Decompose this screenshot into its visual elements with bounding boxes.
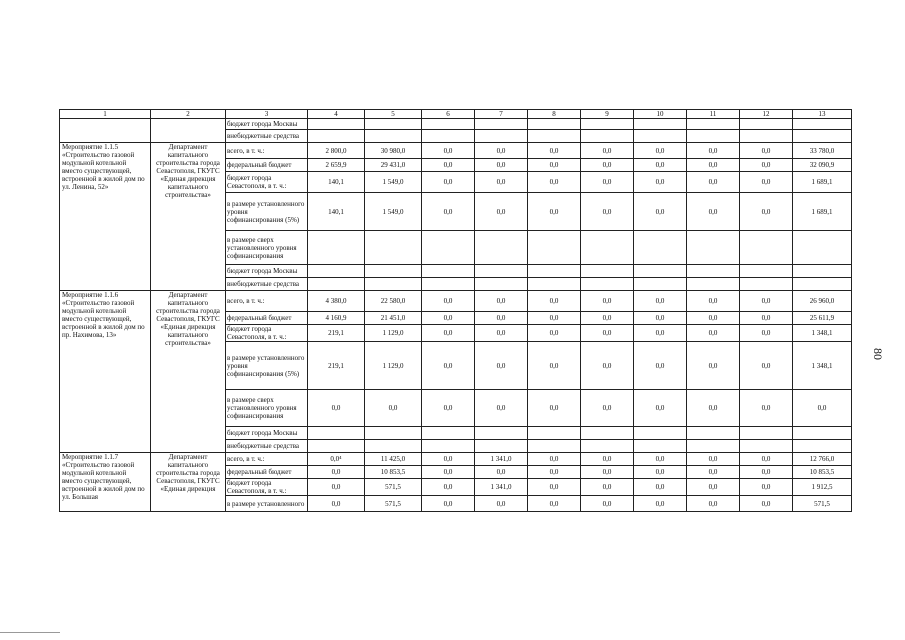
- value-cell: 0,0: [308, 479, 365, 496]
- value-cell: [422, 278, 475, 291]
- measure-name-cell: Мероприятие 1.1.6 «Строительство газовой модульной котельной вместо существующей, встроенной в жилой дом по пр. Нахимова, 13»: [60, 291, 151, 453]
- value-cell: 0,0: [687, 291, 740, 312]
- value-cell: 0,0: [687, 193, 740, 231]
- table-row: [60, 453, 852, 466]
- header-cell: 1: [60, 110, 151, 119]
- funding-source-cell: внебюджетные средства: [226, 278, 308, 291]
- value-cell: [528, 265, 581, 278]
- value-cell: 0,0: [687, 466, 740, 479]
- funding-source-cell: всего, в т. ч.:: [226, 291, 308, 312]
- measure-name-cell: Мероприятие 1.1.7 «Строительство газовой модульной котельной вместо существующей, встроенной в жилой дом по ул. Большая: [60, 453, 151, 512]
- value-cell: 0,0: [634, 479, 687, 496]
- value-cell: [475, 427, 528, 440]
- value-cell: 0,0: [528, 172, 581, 193]
- value-cell: 0,0: [687, 496, 740, 512]
- value-cell: 1 129,0: [365, 342, 422, 390]
- value-cell: [365, 265, 422, 278]
- value-cell: [475, 440, 528, 453]
- value-cell: 0,0: [634, 143, 687, 159]
- value-cell: 0,0: [740, 466, 793, 479]
- value-cell: 0,0: [634, 466, 687, 479]
- value-cell: [581, 427, 634, 440]
- value-cell: [634, 119, 687, 130]
- funding-source-cell: федеральный бюджет: [226, 159, 308, 172]
- value-cell: 1 689,1: [793, 193, 852, 231]
- value-cell: 32 090,9: [793, 159, 852, 172]
- value-cell: [687, 265, 740, 278]
- value-cell: 0,0: [581, 453, 634, 466]
- value-cell: 0,0: [422, 312, 475, 325]
- value-cell: 0,0: [475, 342, 528, 390]
- value-cell: 0,0: [634, 172, 687, 193]
- value-cell: [528, 278, 581, 291]
- value-cell: 0,0: [581, 479, 634, 496]
- value-cell: 0,0: [475, 325, 528, 342]
- funding-source-cell: в размере установленного: [226, 496, 308, 512]
- value-cell: 0,0: [528, 479, 581, 496]
- value-cell: 219,1: [308, 325, 365, 342]
- value-cell: 0,0⁴: [308, 453, 365, 466]
- header-cell: 7: [475, 110, 528, 119]
- value-cell: 0,0: [528, 342, 581, 390]
- value-cell: 0,0: [308, 390, 365, 427]
- value-cell: [740, 119, 793, 130]
- value-cell: 0,0: [740, 312, 793, 325]
- value-cell: 140,1: [308, 193, 365, 231]
- value-cell: [793, 278, 852, 291]
- value-cell: [422, 440, 475, 453]
- value-cell: 0,0: [687, 479, 740, 496]
- value-cell: 0,0: [422, 453, 475, 466]
- table-row: [60, 291, 852, 312]
- value-cell: 0,0: [581, 291, 634, 312]
- value-cell: [475, 265, 528, 278]
- value-cell: 4 380,0: [308, 291, 365, 312]
- value-cell: 0,0: [581, 466, 634, 479]
- value-cell: [528, 440, 581, 453]
- value-cell: [740, 440, 793, 453]
- value-cell: 0,0: [634, 390, 687, 427]
- value-cell: [308, 427, 365, 440]
- value-cell: [634, 231, 687, 265]
- value-cell: [475, 119, 528, 130]
- value-cell: 0,0: [528, 291, 581, 312]
- value-cell: 0,0: [528, 496, 581, 512]
- value-cell: 1 549,0: [365, 193, 422, 231]
- value-cell: 0,0: [581, 159, 634, 172]
- value-cell: [740, 427, 793, 440]
- header-cell: 11: [687, 110, 740, 119]
- value-cell: [687, 130, 740, 143]
- value-cell: [422, 119, 475, 130]
- value-cell: [528, 119, 581, 130]
- value-cell: 1 129,0: [365, 325, 422, 342]
- value-cell: 0,0: [634, 291, 687, 312]
- value-cell: 0,0: [422, 172, 475, 193]
- value-cell: [581, 130, 634, 143]
- value-cell: [528, 231, 581, 265]
- value-cell: 10 853,5: [793, 466, 852, 479]
- value-cell: 0,0: [475, 466, 528, 479]
- value-cell: 0,0: [634, 193, 687, 231]
- value-cell: 26 960,0: [793, 291, 852, 312]
- value-cell: 571,5: [365, 479, 422, 496]
- executor-cell: Департамент капитального строительства города Севастополя, ГКУГС «Единая дирекция капитального строительства»: [151, 291, 226, 453]
- value-cell: 0,0: [581, 193, 634, 231]
- value-cell: [422, 231, 475, 265]
- value-cell: 0,0: [793, 390, 852, 427]
- value-cell: [793, 427, 852, 440]
- value-cell: [308, 440, 365, 453]
- value-cell: [365, 440, 422, 453]
- value-cell: 0,0: [475, 143, 528, 159]
- value-cell: [793, 119, 852, 130]
- value-cell: [528, 130, 581, 143]
- executor-cell: Департамент капитального строительства города Севастополя, ГКУГС «Единая дирекция: [151, 453, 226, 512]
- value-cell: 0,0: [528, 466, 581, 479]
- value-cell: [422, 265, 475, 278]
- value-cell: [528, 427, 581, 440]
- value-cell: 0,0: [581, 325, 634, 342]
- value-cell: 0,0: [475, 390, 528, 427]
- value-cell: 0,0: [422, 143, 475, 159]
- value-cell: 0,0: [475, 172, 528, 193]
- value-cell: [793, 130, 852, 143]
- value-cell: 571,5: [793, 496, 852, 512]
- value-cell: [365, 130, 422, 143]
- value-cell: [687, 278, 740, 291]
- value-cell: 0,0: [528, 390, 581, 427]
- value-cell: 0,0: [475, 312, 528, 325]
- value-cell: 1 912,5: [793, 479, 852, 496]
- funding-source-cell: в размере установленного уровня софинансирования (5%): [226, 342, 308, 390]
- value-cell: [422, 130, 475, 143]
- value-cell: 1 348,1: [793, 342, 852, 390]
- value-cell: 0,0: [581, 342, 634, 390]
- value-cell: 0,0: [528, 193, 581, 231]
- value-cell: 1 689,1: [793, 172, 852, 193]
- value-cell: [308, 119, 365, 130]
- funding-source-cell: федеральный бюджет: [226, 312, 308, 325]
- value-cell: 0,0: [528, 159, 581, 172]
- header-cell: 3: [226, 110, 308, 119]
- table-row: [60, 143, 852, 159]
- value-cell: [634, 427, 687, 440]
- value-cell: 21 451,0: [365, 312, 422, 325]
- value-cell: 0,0: [308, 496, 365, 512]
- value-cell: 0,0: [581, 172, 634, 193]
- table-row: [60, 119, 852, 130]
- value-cell: 0,0: [308, 466, 365, 479]
- header-cell: 13: [793, 110, 852, 119]
- value-cell: 25 611,9: [793, 312, 852, 325]
- value-cell: 1 348,1: [793, 325, 852, 342]
- value-cell: 33 780,0: [793, 143, 852, 159]
- value-cell: 0,0: [422, 325, 475, 342]
- value-cell: 2 659,9: [308, 159, 365, 172]
- value-cell: 0,0: [634, 312, 687, 325]
- value-cell: 29 431,0: [365, 159, 422, 172]
- value-cell: 0,0: [634, 159, 687, 172]
- funding-source-cell: в размере сверх установленного уровня софинансирования: [226, 231, 308, 265]
- value-cell: 0,0: [740, 325, 793, 342]
- edge-line: [0, 632, 60, 633]
- value-cell: [740, 265, 793, 278]
- funding-source-cell: бюджет города Москвы: [226, 427, 308, 440]
- value-cell: 0,0: [687, 159, 740, 172]
- value-cell: [308, 130, 365, 143]
- budget-table: [59, 109, 852, 512]
- value-cell: 12 766,0: [793, 453, 852, 466]
- value-cell: 0,0: [687, 342, 740, 390]
- header-cell: 2: [151, 110, 226, 119]
- funding-source-cell: бюджет города Севастополя, в т. ч.:: [226, 325, 308, 342]
- value-cell: 0,0: [740, 390, 793, 427]
- value-cell: [365, 278, 422, 291]
- value-cell: 0,0: [581, 390, 634, 427]
- value-cell: [581, 265, 634, 278]
- value-cell: [740, 278, 793, 291]
- header-cell: 6: [422, 110, 475, 119]
- value-cell: 10 853,5: [365, 466, 422, 479]
- funding-source-cell: федеральный бюджет: [226, 466, 308, 479]
- value-cell: 22 580,0: [365, 291, 422, 312]
- value-cell: 0,0: [528, 325, 581, 342]
- value-cell: 0,0: [740, 291, 793, 312]
- value-cell: 0,0: [740, 172, 793, 193]
- value-cell: 0,0: [365, 390, 422, 427]
- header-cell: 4: [308, 110, 365, 119]
- value-cell: 0,0: [687, 453, 740, 466]
- value-cell: 0,0: [528, 312, 581, 325]
- value-cell: 0,0: [740, 143, 793, 159]
- value-cell: 11 425,0: [365, 453, 422, 466]
- value-cell: [581, 440, 634, 453]
- value-cell: [634, 265, 687, 278]
- value-cell: 0,0: [740, 342, 793, 390]
- value-cell: 0,0: [687, 143, 740, 159]
- value-cell: 4 160,9: [308, 312, 365, 325]
- header-cell: 9: [581, 110, 634, 119]
- value-cell: 0,0: [422, 479, 475, 496]
- value-cell: [740, 130, 793, 143]
- value-cell: 0,0: [422, 159, 475, 172]
- value-cell: 0,0: [422, 193, 475, 231]
- value-cell: 0,0: [740, 453, 793, 466]
- value-cell: 0,0: [687, 312, 740, 325]
- value-cell: 1 341,0: [475, 479, 528, 496]
- value-cell: [793, 231, 852, 265]
- value-cell: [740, 231, 793, 265]
- value-cell: 0,0: [422, 342, 475, 390]
- value-cell: 0,0: [634, 453, 687, 466]
- value-cell: [687, 427, 740, 440]
- funding-source-cell: внебюджетные средства: [226, 440, 308, 453]
- value-cell: 2 800,0: [308, 143, 365, 159]
- funding-source-cell: внебюджетные средства: [226, 130, 308, 143]
- value-cell: 0,0: [634, 342, 687, 390]
- value-cell: 0,0: [687, 390, 740, 427]
- value-cell: [365, 231, 422, 265]
- value-cell: 0,0: [740, 479, 793, 496]
- funding-source-cell: всего, в т. ч.:: [226, 143, 308, 159]
- value-cell: [634, 130, 687, 143]
- value-cell: 0,0: [740, 193, 793, 231]
- value-cell: 219,1: [308, 342, 365, 390]
- value-cell: 0,0: [475, 291, 528, 312]
- value-cell: 0,0: [475, 496, 528, 512]
- value-cell: 1 549,0: [365, 172, 422, 193]
- value-cell: 0,0: [422, 466, 475, 479]
- value-cell: 0,0: [687, 325, 740, 342]
- value-cell: 0,0: [634, 325, 687, 342]
- executor-cell: [151, 119, 226, 143]
- value-cell: 0,0: [475, 193, 528, 231]
- value-cell: [687, 231, 740, 265]
- measure-name-cell: Мероприятие 1.1.5 «Строительство газовой модульной котельной вместо существующей, встроенной в жилой дом по ул. Ленина, 52»: [60, 143, 151, 291]
- funding-source-cell: бюджет города Севастополя, в т. ч.:: [226, 479, 308, 496]
- value-cell: 0,0: [740, 496, 793, 512]
- value-cell: [308, 265, 365, 278]
- header-cell: 8: [528, 110, 581, 119]
- value-cell: [793, 440, 852, 453]
- value-cell: [793, 265, 852, 278]
- value-cell: 30 980,0: [365, 143, 422, 159]
- value-cell: [475, 130, 528, 143]
- measure-name-cell: [60, 119, 151, 143]
- value-cell: 140,1: [308, 172, 365, 193]
- value-cell: 0,0: [475, 159, 528, 172]
- value-cell: [581, 119, 634, 130]
- funding-source-cell: бюджет города Севастополя, в т. ч.:: [226, 172, 308, 193]
- funding-source-cell: бюджет города Москвы: [226, 119, 308, 130]
- value-cell: [634, 440, 687, 453]
- value-cell: [475, 231, 528, 265]
- value-cell: 0,0: [740, 159, 793, 172]
- value-cell: [365, 119, 422, 130]
- value-cell: [365, 427, 422, 440]
- value-cell: [308, 278, 365, 291]
- value-cell: [308, 231, 365, 265]
- value-cell: 0,0: [528, 453, 581, 466]
- page-number: 80: [871, 348, 885, 360]
- funding-source-cell: в размере сверх установленного уровня софинансирования: [226, 390, 308, 427]
- value-cell: [422, 427, 475, 440]
- value-cell: [634, 278, 687, 291]
- value-cell: 0,0: [634, 496, 687, 512]
- value-cell: [687, 119, 740, 130]
- value-cell: 0,0: [528, 143, 581, 159]
- value-cell: 0,0: [687, 172, 740, 193]
- funding-source-cell: бюджет города Москвы: [226, 265, 308, 278]
- header-row: [60, 110, 852, 119]
- funding-source-cell: в размере установленного уровня софинансирования (5%): [226, 193, 308, 231]
- header-cell: 10: [634, 110, 687, 119]
- value-cell: [475, 278, 528, 291]
- value-cell: 0,0: [581, 496, 634, 512]
- value-cell: [581, 278, 634, 291]
- value-cell: 1 341,0: [475, 453, 528, 466]
- value-cell: 0,0: [422, 496, 475, 512]
- header-cell: 5: [365, 110, 422, 119]
- value-cell: [687, 440, 740, 453]
- value-cell: 0,0: [422, 291, 475, 312]
- funding-source-cell: всего, в т. ч.:: [226, 453, 308, 466]
- value-cell: 0,0: [581, 312, 634, 325]
- value-cell: 0,0: [581, 143, 634, 159]
- value-cell: 0,0: [422, 390, 475, 427]
- value-cell: 571,5: [365, 496, 422, 512]
- value-cell: [581, 231, 634, 265]
- executor-cell: Департамент капитального строительства города Севастополя, ГКУГС «Единая дирекция капитального строительства»: [151, 143, 226, 291]
- header-cell: 12: [740, 110, 793, 119]
